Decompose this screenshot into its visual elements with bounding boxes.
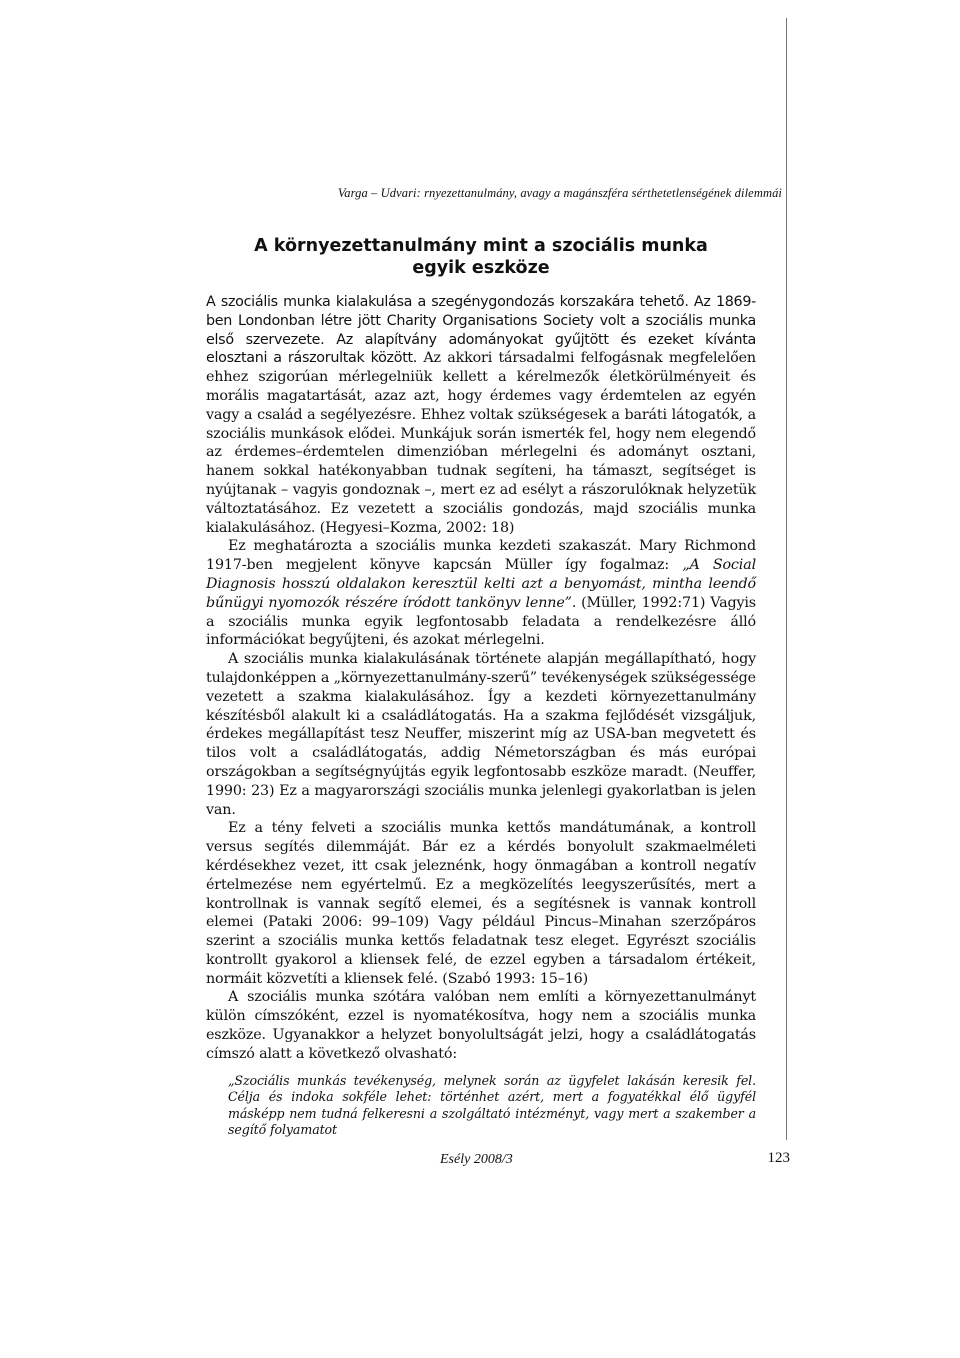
footer-journal: Esély 2008/3: [440, 1152, 513, 1167]
paragraph-5: A szociális munka szótára valóban nem említi a környezettanulmányt külön címszóként, ezzel is nyomatékosítva, hogy nem a szociális munka eszköze. Ugyanakkor a helyzet bonyolultságát jelzi, hogy a családlátogatás címszó alatt a következő olvasható:: [206, 989, 756, 1062]
paragraph-4: Ez a tény felveti a szociális munka kettős mandátumának, a kontroll versus segítés dilemmáját. Bár ez a kérdés bonyolult szakmaelméleti kérdésekhez vezet, itt csak jeleznénk, hogy önmagában a kontroll negatív értelmezése nem egyértelmű. Ez a megközelítés leegyszerűsítés, mert a kontrollnak is vannak segítő elemei, és a segítésnek is vannak kontroll elemei (Pataki 2006: 99–109) Vagy például Pincus–Minahan szerzőpáros szerint a szociális munka kettős feladatnak tesz eleget. Egyrészt szociális kontrollt gyakorol a kliensek felé, de ezzel egyben a társadalom értékeit, normáit közvetíti a kliensek felé. (Szabó 1993: 15–16): [206, 820, 756, 987]
section-title-line-1: A környezettanulmány mint a szociális munka: [254, 236, 708, 256]
paragraph-3: A szociális munka kialakulásának története alapján megállapítható, hogy tulajdonképpen a „környezettanulmány-szerű” tevékenységek szükségessége vezetett a szakma kialakulásához. Így a kezdeti környezettanulmány készítésből alakult ki a családlátogatás. Ha a szakma fejlődését vizsgáljuk, érdekes megállapítást tesz Neuffer, miszerint míg az USA-ban megvetett és tilos volt a családlátogatás, addig Németországban és más európai országokban a segítségnyújtás egyik legfontosabb eszköze maradt. (Neuffer, 1990: 23) Ez a magyarországi szociális munka jelenlegi gyakorlatban is jelen van.: [206, 651, 756, 818]
paragraph-2-text: Ez meghatározta a szociális munka kezdeti szakaszát. Mary Richmond 1917-ben megjelent könyve kapcsán Müller így fogalmaz:: [206, 538, 756, 574]
paragraph-1-opening: A szociális munka kialakulása a szegénygondozás korszakára tehető. Az 1869-ben Londonban létre jött Charity Organisations Society volt a szociális munka első szervezete. Az alapítvány adományokat gyűjtött és ezeket kívánta elosztani a rászorultak között.: [206, 294, 756, 367]
body-text: [206, 293, 756, 1064]
section-title-line-2: egyik eszköze: [412, 258, 550, 278]
paragraph-1-continuation: Az akkori társadalmi felfogásnak megfelelően ehhez szigorúan mérlegelniük kellett a kérelmezők életkörülményeit és morális magatartását, azaz azt, hogy érdemes vagy érdemtelen az egyén vagy a család a segélyezésre. Ehhez voltak szükségesek a baráti látogatók, a szociális munkások elődei. Munkájuk során ismerték fel, hogy nem elegendő az érdemes–érdemtelen dimenzióban mérlegelni és adományt osztani, hanem sokkal hatékonyabban tudnak segíteni, ha támaszt, segítséget is nyújtanak – vagyis gondoznak –, mert ez ad esélyt a rászorulóknak helyzetük változtatásához. Ez vezetett a szociális gondozás, majd szociális munka kialakulásához. (Hegyesi–Kozma, 2002: 18): [206, 350, 756, 536]
section-title: [206, 235, 756, 279]
running-head: Varga – Udvari: rnyezettanulmány, avagy a magánszféra sérthetetlenségének dilemmái: [337, 186, 782, 200]
page-edge-rule: [786, 18, 787, 1140]
paragraph-2-citation: . (Müller, 1992:71) Vagyis a szociális munka egyik legfontosabb feladata a rendelkezésre álló információkat begyűjteni, és azokat mérlegelni.: [206, 594, 756, 649]
page-number: 123: [767, 1150, 790, 1166]
block-quote: [228, 1073, 756, 1139]
paragraph-2-quote: „A Social Diagnosis hosszú oldalakon keresztül kelti azt a benyomást, mintha leendő bűnügyi nyomozók részére íródott tankönyv lenne”: [206, 557, 756, 611]
paragraph-2: [206, 537, 756, 650]
paragraph-1: [206, 293, 756, 537]
block-quote-text: „Szociális munkás tevékenység, melynek során az ügyfelet lakásán keresik fel. Célja és indoka sokféle lehet: történhet azért, mert a fogyatékkal élő ügyfél másképp nem tudná felkeresni a szolgáltató intézményt, vagy mert a szakember a segítő folyamatot: [228, 1073, 756, 1138]
